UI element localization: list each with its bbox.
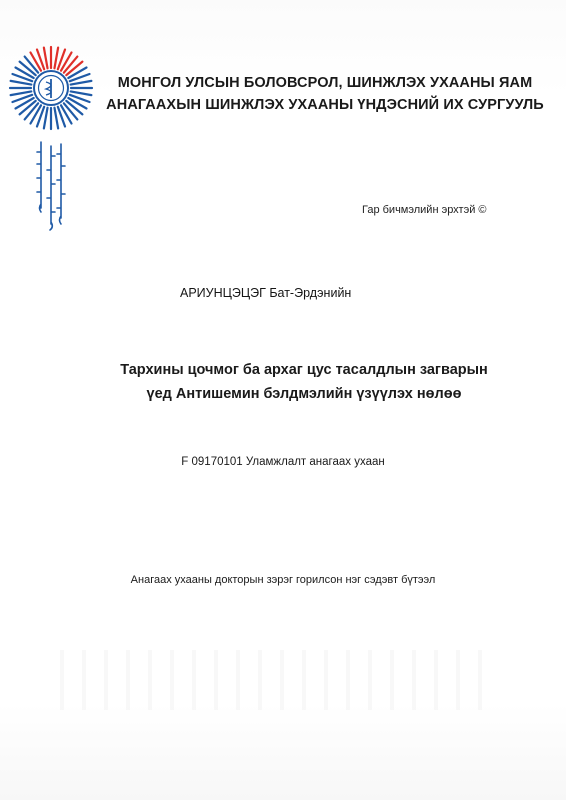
thesis-title [70, 358, 538, 406]
background-watermark [60, 650, 500, 710]
university-name: АНАГААХЫН ШИНЖЛЭХ УХААНЫ ҮНДЭСНИЙ ИХ СУРГУУЛЬ [106, 97, 544, 113]
manuscript-rights-notice: Гар бичмэлийн эрхтэй © [362, 204, 487, 216]
author-name: АРИУНЦЭЦЭГ Бат-Эрдэнийн [180, 286, 352, 300]
ministry-name: МОНГОЛ УЛСЫН БОЛОВСРОЛ, ШИНЖЛЭХ УХААНЫ ЯАМ [117, 75, 533, 91]
thesis-title-line-2: үед Антишемин бэлдмэлийн үзүүлэх нөлөө [146, 386, 462, 402]
institution-header [100, 72, 550, 116]
specialty-code: F 09170101 Уламжлалт анагаах ухаан [181, 456, 385, 468]
degree-statement: Анагаах ухааны докторын зэрэг горилсон нэг сэдэвт бүтээл [130, 574, 436, 586]
thesis-title-line-1: Тархины цочмог ба архаг цус тасалдлын загварын [120, 362, 488, 378]
university-emblem-icon [8, 45, 94, 131]
mongolian-script-emblem-text [34, 138, 70, 234]
